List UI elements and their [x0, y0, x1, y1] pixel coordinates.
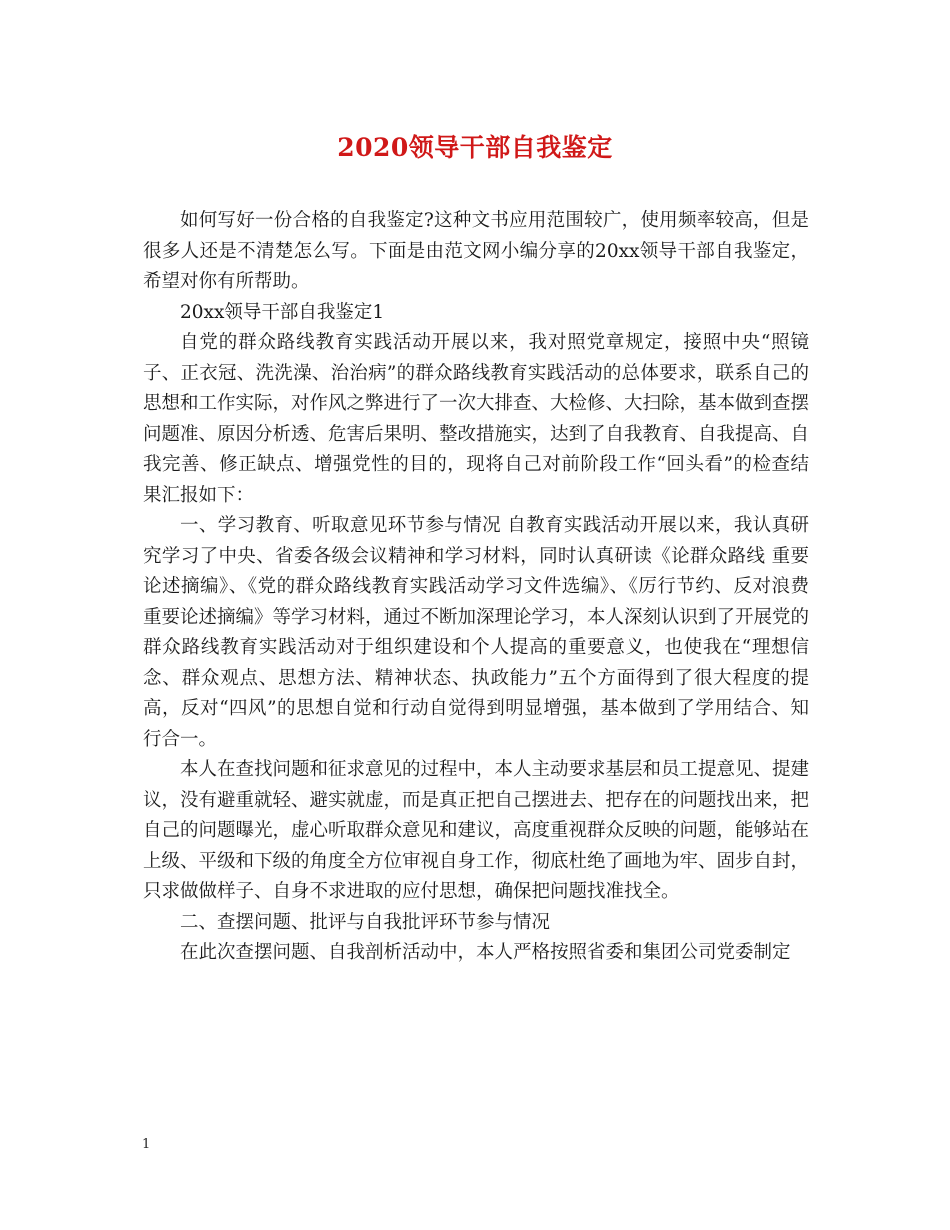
- section-heading-1: 20xx领导干部自我鉴定1: [180, 301, 385, 323]
- page-number: 1: [142, 1137, 151, 1152]
- body-paragraph: 本人在查找问题和征求意见的过程中，本人主动要求基层和员工提意见、提建议，没有避重就轻、避实就虚，而是真正把自己摆进去、把存在的问题找出来，把自己的问题曝光，虚心听取群众意见和建议，高度重视群众反映的问题，能够站在上级、平级和下级的角度全方位审视自身工作，彻底杜绝了画地为牢、固步自封，只求做做样子、自身不求进取的应付思想，确保把问题找准找全。: [143, 759, 810, 902]
- intro-paragraph: 如何写好一份合格的自我鉴定?这种文书应用范围较广，使用频率较高，但是很多人还是不清楚怎么写。下面是由范文网小编分享的20xx领导干部自我鉴定，希望对你有所帮助。: [143, 210, 809, 292]
- section-heading-2: 二、查摆问题、批评与自我批评环节参与情况: [180, 911, 551, 933]
- document-body: [143, 206, 809, 969]
- body-paragraph: 在此次查摆问题、自我剖析活动中，本人严格按照省委和集团公司党委制定: [180, 942, 791, 963]
- body-paragraph: 一、学习教育、听取意见环节参与情况 自教育实践活动开展以来，我认真研究学习了中央、省委各级会议精神和学习材料，同时认真研读《论群众路线 重要论述摘编》、《党的群众路线教育实践活动学习文件选编》、《厉行节约、反对浪费 重要论述摘编》等学习材料，通过不断加深理论学习，本人深刻认识到了开展党的群众路线教育实践活动对于组织建设和个人提高的重要意义，也使我在“理想信念、群众观点、思想方法、精神状态、执政能力”五个方面得到了很大程度的提高，反对“四风”的思想自觉和行动自觉得到明显增强，基本做到了学用结合、知行合一。: [143, 515, 810, 750]
- document-title: 2020领导干部自我鉴定: [337, 133, 613, 162]
- body-paragraph: 自党的群众路线教育实践活动开展以来，我对照党章规定，接照中央“照镜子、正衣冠、洗洗澡、治治病”的群众路线教育实践活动的总体要求，联系自己的思想和工作实际，对作风之弊进行了一次大排查、大检修、大扫除，基本做到查摆问题准、原因分析透、危害后果明、整改措施实，达到了自我教育、自我提高、自我完善、修正缺点、增强党性的目的，现将自己对前阶段工作“回头看”的检查结果汇报如下：: [143, 332, 810, 506]
